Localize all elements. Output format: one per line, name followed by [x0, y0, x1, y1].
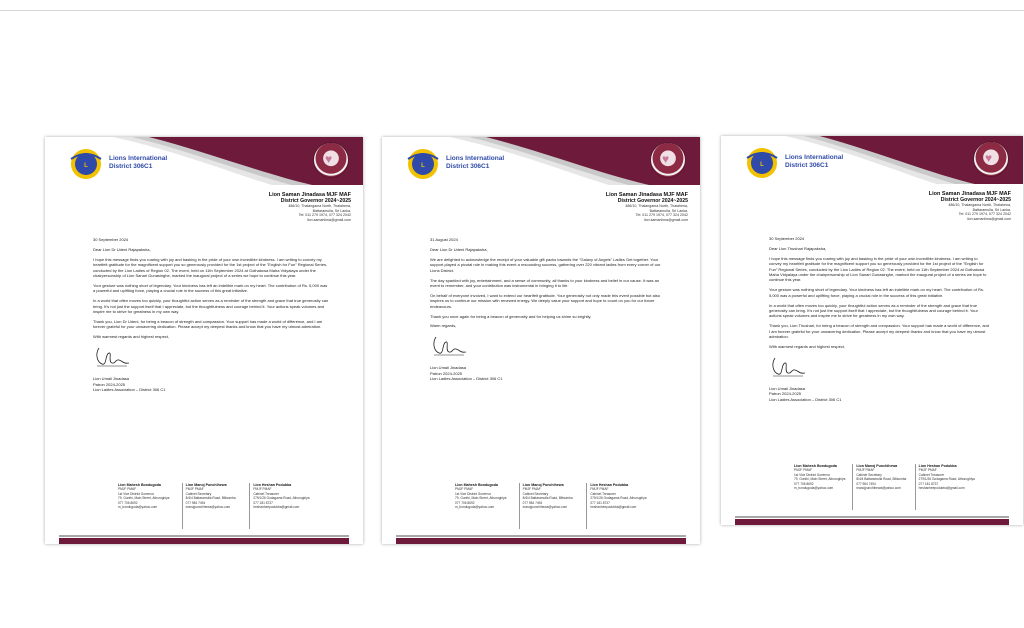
officer-role: Cabinet Secretary — [856, 472, 882, 477]
letter-paragraphs — [769, 256, 989, 350]
officer-address: 8/4/4 Battaramulla Road, Bilisumba — [856, 477, 907, 482]
org-title: Lions International — [446, 155, 505, 162]
signer-org: Lion Ladies Association – District 306 C1 — [769, 396, 842, 402]
officer-title: PMJF PMAF — [185, 487, 204, 492]
officer-title: PMJF PMAF — [918, 468, 937, 473]
letter-paragraph: Your gesture was nothing short of legendary. Your kindness has left an indelible mark on my heart. The contribution of Rs. 5,000 was a powerful and uplifting force, playing a crucial role in the success of this great initiative. — [93, 282, 328, 294]
letter-salutation: Dear Lion Dr Udeni Rajapaksha, — [430, 246, 488, 252]
lion-ladies-seal-icon: ♥ — [650, 142, 686, 178]
signer-org: Lion Ladies Association – District 306 C1 — [93, 387, 166, 392]
officer-name: Lion Manoj Punchihewa — [185, 483, 227, 487]
letter-date: 30 September 2024 — [769, 236, 805, 241]
letter-body — [769, 236, 989, 402]
officers-footer — [452, 483, 654, 529]
signature-icon — [93, 344, 133, 370]
district-label: District 306C1 — [109, 163, 153, 170]
officer-role: Cabinet Treasurer — [253, 491, 279, 496]
footer-bar — [59, 538, 349, 544]
signature-icon — [769, 354, 809, 380]
officer-email: heshanheepodubba@gmail.com — [918, 486, 965, 491]
officer-name: Lion Mahesh Bondugoda — [455, 483, 498, 487]
governor-email: lion.samanlima@gmail.com — [967, 216, 1011, 221]
officer-role: Cabinet Secretary — [185, 491, 212, 496]
officer-title: PMJF PMAF — [118, 487, 137, 492]
officer-title: PMJF PMAF — [794, 468, 813, 473]
letter-paragraph: Your gesture was nothing short of legendary. Your kindness has left an indelible mark on my heart. The contribution of Rs. 5,000 was a powerful and uplifting force, playing a crucial role in the success of this great initiative. — [769, 287, 984, 298]
governor-name: Lion Saman Jinadasa MJF MAF — [605, 192, 688, 198]
officer-name: Lion Mahesh Bondugoda — [118, 483, 161, 487]
signer-role: Patron 2024-2025 — [769, 391, 802, 397]
governor-block — [606, 192, 688, 222]
officer-title: PMJF PMAF — [455, 487, 474, 492]
officer-name: Lion Manoj Punchihewa — [522, 483, 564, 487]
signer-name: Lion Umali Jinadasa — [430, 365, 467, 371]
letter-paragraph: With warmest regards and highest respect, — [769, 344, 846, 350]
letter-paragraph: In a world that often moves too quickly, your thoughtful action serves as a reminder of the strength and grace that true generosity can bring. It's not just the support itself that I appreciate, but the thoughtfulness and courage behind it. Your actions speak volumes and inspire me to strive for greatness in my own way. — [93, 298, 329, 315]
lions-logo-icon — [67, 147, 105, 181]
officer-name: Lion Manoj Punchihewa — [856, 464, 898, 468]
officer-email: manojpunchihewa@yahoo.com — [522, 505, 568, 510]
svg-text:L: L — [84, 163, 88, 169]
officers-footer — [791, 464, 977, 510]
lions-logo-icon — [743, 146, 781, 180]
governor-phone: Tel: 011 279 1974, 077 324 2042 — [298, 213, 351, 217]
officer-email: m_bondugoda@yahoo.com — [794, 486, 834, 491]
governor-address-line2: Battaramulla, Sri Lanka. — [312, 208, 351, 213]
letter-paragraph: Warm regards, — [430, 323, 457, 329]
officers-footer — [115, 483, 317, 529]
district-label: District 306C1 — [446, 163, 490, 170]
officer-contact — [115, 483, 182, 529]
officer-title: PMJF PMAF — [253, 487, 272, 492]
officer-role: Cabinet Secretary — [522, 491, 549, 496]
governor-phone: Tel: 011 279 1974, 077 324 2042 — [958, 212, 1011, 216]
org-title: Lions International — [109, 155, 168, 162]
governor-title: District Governor 2024~2025 — [280, 198, 351, 204]
officer-phone: 077 706 8692 — [455, 500, 475, 505]
signer-name: Lion Umali Jinadasa — [769, 386, 806, 391]
letter-paragraph: We are delighted to acknowledge the receipt of your valuable gift packs towards the "Galaxy of Angels" Ladies Get together. Your support played a pivotal role in making this event a resounding success, gathering over 220 vibrant ladies from every corner of our Lions District. — [430, 256, 661, 273]
officer-email: heshanheepodubba@gmail.com — [253, 505, 300, 510]
governor-phone: Tel: 011 279 1974, 077 324 2042 — [635, 213, 688, 217]
officer-phone: 077 984 7494 — [185, 500, 206, 505]
governor-address-line2: Battaramulla, Sri Lanka. — [972, 207, 1011, 212]
letter-page-3 — [721, 136, 1023, 525]
officer-email: manojpunchihewa@yahoo.com — [185, 505, 231, 510]
officer-name: Lion Heshan Podubba — [253, 483, 292, 487]
officer-role: 1st Vice District Governor — [118, 491, 155, 496]
officer-address: 8/4/4 Battaramulla Road, Bilisumba — [522, 496, 573, 501]
officer-contact — [852, 464, 914, 510]
officer-role: Cabinet Treasurer — [590, 491, 616, 496]
officer-phone: 077 984 7494 — [522, 500, 543, 505]
lion-ladies-seal-icon: ♥ — [973, 141, 1009, 177]
letter-paragraph: The day sparkled with joy, entertainment, and a sense of community, all thanks to your kindness and belief in our cause. It was an event to remember, and your contribution was instrumental in bringing it to life. — [430, 277, 660, 288]
officer-title: PMJF PMAF — [522, 487, 541, 492]
officer-address: 279/1/26 Godagama Road, Athurugiriya — [918, 477, 975, 482]
letter-date: 30 September 2024 — [93, 237, 129, 242]
officer-email: m_bondugoda@yahoo.com — [455, 505, 495, 510]
letter-paragraph: In a world that often moves too quickly, your thoughtful action serves as a reminder of the strength and grace that true generosity can bring. It's not just the support itself that I appreciate, but the thoughtfulness and courage behind it. Your actions speak volumes and inspire me to strive for greatness in my own way. — [769, 302, 978, 319]
org-name — [785, 154, 843, 170]
officer-contact — [452, 483, 519, 529]
officer-phone: 077 706 8692 — [794, 481, 814, 486]
officer-phone: 077 181 8737 — [253, 500, 273, 505]
org-name — [109, 155, 167, 171]
footer-bar — [396, 538, 686, 544]
officer-email: manojpunchihewa@yahoo.com — [856, 486, 901, 491]
governor-address-line2: Battaramulla, Sri Lanka. — [649, 208, 688, 213]
governor-block — [929, 191, 1011, 221]
officer-contact — [249, 483, 317, 529]
officer-name: Lion Heshan Podubba — [918, 464, 957, 468]
officer-contact — [791, 464, 852, 510]
signer-name: Lion Umali Jinadasa — [93, 376, 130, 382]
officer-contact — [586, 483, 654, 529]
officer-address: 8/4/4 Battaramulla Road, Bilisumba — [185, 496, 236, 501]
signature-icon — [430, 333, 470, 359]
officer-title: PMJF PMAF — [856, 468, 875, 473]
officer-email: heshanheepodubba@gmail.com — [590, 505, 637, 510]
officer-email: m_bondugoda@yahoo.com — [118, 505, 158, 510]
officer-address: 79, Gunthi, Main Street, Athurugiriya — [794, 477, 846, 482]
letter-paragraph: Thank you, Lion Dr Udeni, for being a beacon of strength and compassion. Your support has made a world of difference, and I am forever grateful for your unwavering dedication. Please accept my deepest thanks and know that you have my utmost admiration. — [93, 318, 323, 330]
letter-date: 31 August 2024 — [430, 237, 458, 242]
governor-name: Lion Saman Jinadasa MJF MAF — [268, 192, 351, 198]
officer-phone: 077 181 8737 — [590, 500, 610, 505]
governor-title: District Governor 2024~2025 — [940, 197, 1011, 203]
letter-paragraphs — [430, 257, 666, 329]
officer-phone: 077 984 7494 — [856, 481, 876, 486]
governor-title: District Governor 2024~2025 — [617, 198, 688, 204]
governor-email: lion.samanlima@gmail.com — [644, 217, 688, 222]
officer-contact — [182, 483, 250, 529]
officer-title: PMJF PMAF — [590, 487, 609, 492]
letter-paragraph: Thank you once again for being a beacon of generosity and for helping us shine so brightly. — [430, 313, 592, 319]
letter-body — [430, 237, 666, 382]
governor-address-line1: 486/10, Thalangama North, Thalahena, — [625, 204, 688, 208]
letter-paragraph: I hope this message finds you roaring with joy and basking in the pride of your own incredible kindness. I am writing to convey my heartfelt gratitude for the magnificent support you so generously provided for the 1st project of the "English for Fun" Regional Series, conducted by the Lion Ladies of Region 02. The event, held on 11th September 2024 at Gothatuwa Maha Vidyalaya under the chairpersonship of Lion Sanari Gunasinghe, marked the inaugural project of a series we hope to continue this year. — [93, 256, 328, 279]
officer-address: 279/1/26 Godagama Road, Athurugiriya — [590, 496, 647, 501]
letter-paragraph: With warmest regards and highest respect, — [93, 334, 170, 340]
letter-salutation: Dear Lion Thushari Rajapaksha, — [769, 245, 827, 251]
svg-text:L: L — [421, 163, 425, 169]
governor-name: Lion Saman Jinadasa MJF MAF — [928, 191, 1011, 197]
officer-phone: 077 181 8737 — [918, 481, 939, 486]
signer-role: Patron 2024-2025 — [93, 381, 126, 387]
officer-address: 79, Gunthi, Main Street, Athurugiriya — [455, 496, 507, 501]
top-divider — [0, 10, 1024, 11]
officer-role: 1st Vice District Governor — [455, 491, 492, 496]
letter-page-1 — [45, 137, 363, 544]
footer-bar — [735, 519, 1009, 525]
letter-paragraph: On behalf of everyone involved, I want to extend our heartfelt gratitude. Your generosity not only made this event possible but also inspires us to continue our mission with renewed energy. We deeply value your support and hope to count on you for our future endeavours. — [430, 292, 660, 309]
officer-contact — [915, 464, 977, 510]
letter-paragraph: I hope this message finds you roaring with joy and basking in the pride of your own incredible kindness. I am writing to convey my heartfelt gratitude for the magnificent support you so generously provided for the 1st project of the "English for Fun" Regional Series, conducted by the Lion Ladies of Region 02. The event, held on 11th September 2024 at Gothatuwa Maha Vidyalaya under the chairpersonship of Lion Sanari Gunasinghe, marked the inaugural project of a series we hope to continue this year. — [769, 255, 987, 283]
governor-address-line1: 486/10, Thalangama North, Thalahena, — [288, 204, 351, 208]
signer-role: Patron 2024-2025 — [430, 370, 463, 376]
officer-name: Lion Heshan Podubba — [590, 483, 629, 487]
org-title: Lions International — [785, 154, 844, 161]
officer-address: 79, Gunthi, Main Street, Athurugiriya — [118, 496, 170, 501]
officer-phone: 077 706 8692 — [118, 500, 138, 505]
governor-email: lion.samanlima@gmail.com — [307, 217, 351, 222]
governor-address-line1: 486/10, Thalangama North, Thalahena, — [948, 203, 1011, 207]
signer-org: Lion Ladies Association – District 306 C1 — [430, 376, 503, 382]
svg-text:L: L — [760, 162, 764, 168]
district-label: District 306C1 — [785, 162, 829, 169]
letter-paragraphs — [93, 257, 329, 340]
officer-address: 279/1/26 Godagama Road, Athurugiriya — [253, 496, 310, 501]
officer-role: Cabinet Treasurer — [918, 472, 945, 477]
lions-logo-icon — [404, 147, 442, 181]
officer-role: 1st Vice District Governor — [794, 472, 831, 477]
officer-contact — [519, 483, 587, 529]
governor-block — [269, 192, 351, 222]
org-name — [446, 155, 504, 171]
letter-body — [93, 237, 329, 392]
lion-ladies-seal-icon: ♥ — [313, 142, 349, 178]
letter-page-2 — [382, 137, 700, 544]
letter-paragraph: Thank you, Lion Thushari, for being a beacon of strength and compassion. Your support has made a world of difference, and I am forever grateful for your unwavering dedication. Please accept my deepest thanks and know that you have my utmost admiration. — [769, 323, 989, 340]
officer-name: Lion Mahesh Bondugoda — [794, 464, 837, 468]
letter-salutation: Dear Lion Dr Udeni Rajapaksha, — [93, 246, 151, 252]
